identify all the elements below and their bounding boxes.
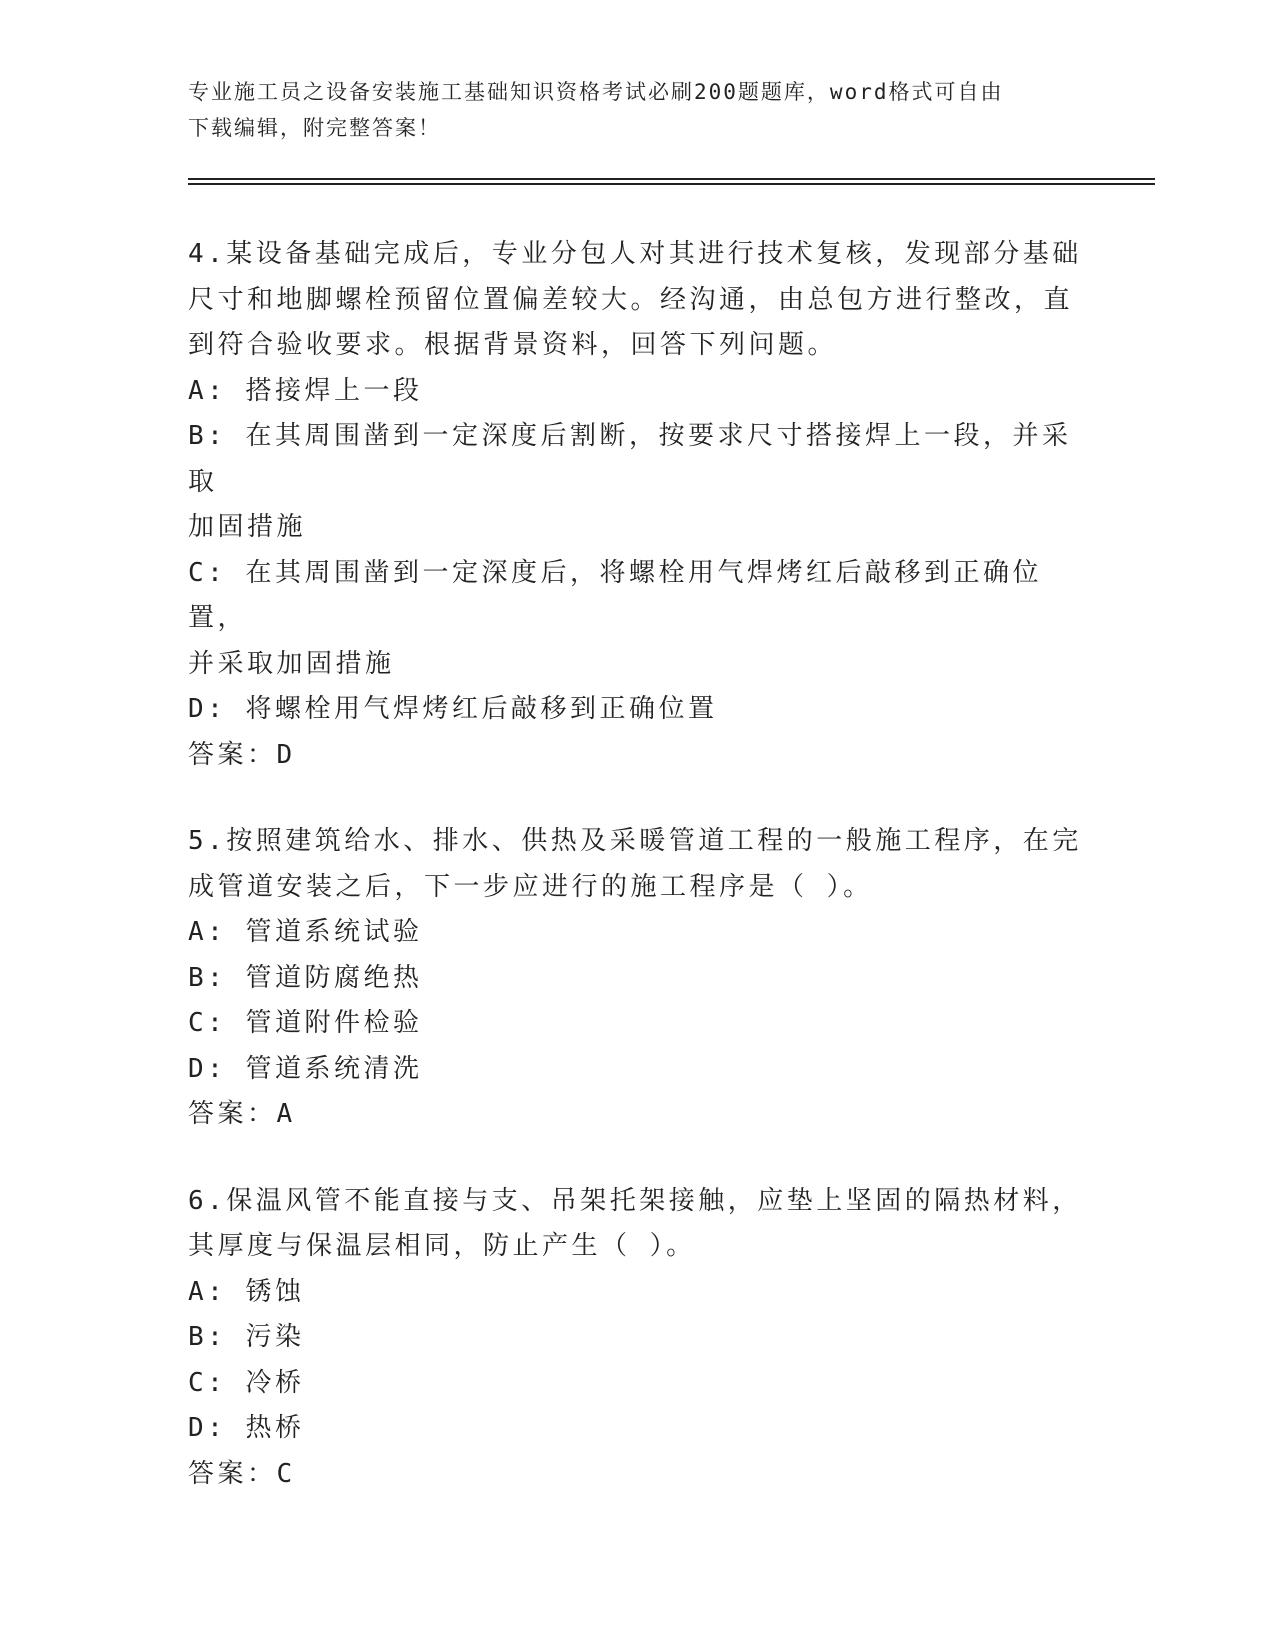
option-b: B: 在其周围凿到一定深度后割断，按要求尺寸搭接焊上一段，并采取: [188, 421, 1072, 497]
option-b: B: 污染: [188, 1322, 305, 1352]
question-stem-line: 到符合验收要求。根据背景资料，回答下列问题。: [188, 330, 838, 360]
question-stem-line: 成管道安装之后，下一步应进行的施工程序是（ ）。: [188, 871, 873, 902]
option-a: A: 锈蚀: [188, 1276, 305, 1307]
question-stem-line: 4.某设备基础完成后，专业分包人对其进行技术复核，发现部分基础: [188, 239, 1082, 269]
question-stem-line: 5.按照建筑给水、排水、供热及采暖管道工程的一般施工程序，在完: [188, 826, 1082, 856]
header-divider-top: [188, 178, 1155, 180]
option-d: D: 热桥: [188, 1413, 305, 1443]
option-d: D: 将螺栓用气焊烤红后敲移到正确位置: [188, 694, 718, 724]
header-line-1: 专业施工员之设备安装施工基础知识资格考试必刷200题题库，word格式可自由: [188, 80, 1004, 104]
option-b: B: 管道防腐绝热: [188, 962, 423, 993]
question-6: [188, 1179, 1088, 1498]
question-stem-line: 尺寸和地脚螺栓预留位置偏差较大。经沟通，由总包方进行整改，直: [188, 284, 1074, 315]
option-c: C: 冷桥: [188, 1367, 305, 1398]
header-line-2: 下载编辑，附完整答案！: [188, 116, 441, 140]
answer: 答案：C: [188, 1458, 296, 1489]
option-b-continued: 加固措施: [188, 512, 307, 542]
question-5: [188, 819, 1088, 1138]
question-stem-line: 其厚度与保温层相同，防止产生（ ）。: [188, 1231, 696, 1261]
option-a: A: 搭接焊上一段: [188, 375, 423, 406]
document-header: [188, 74, 1088, 146]
option-d: D: 管道系统清洗: [188, 1053, 423, 1084]
answer: 答案：D: [188, 739, 296, 770]
answer: 答案：A: [188, 1099, 296, 1129]
option-c-continued: 并采取加固措施: [188, 648, 395, 679]
option-c: C: 在其周围凿到一定深度后，将螺栓用气焊烤红后敲移到正确位置，: [188, 557, 1042, 633]
question-4: [188, 232, 1088, 778]
header-divider-bottom: [188, 183, 1155, 185]
option-c: C: 管道附件检验: [188, 1008, 423, 1038]
option-a: A: 管道系统试验: [188, 917, 423, 947]
question-list: [188, 232, 1088, 1538]
question-stem-line: 6.保温风管不能直接与支、吊架托架接触，应垫上坚固的隔热材料，: [188, 1185, 1082, 1216]
